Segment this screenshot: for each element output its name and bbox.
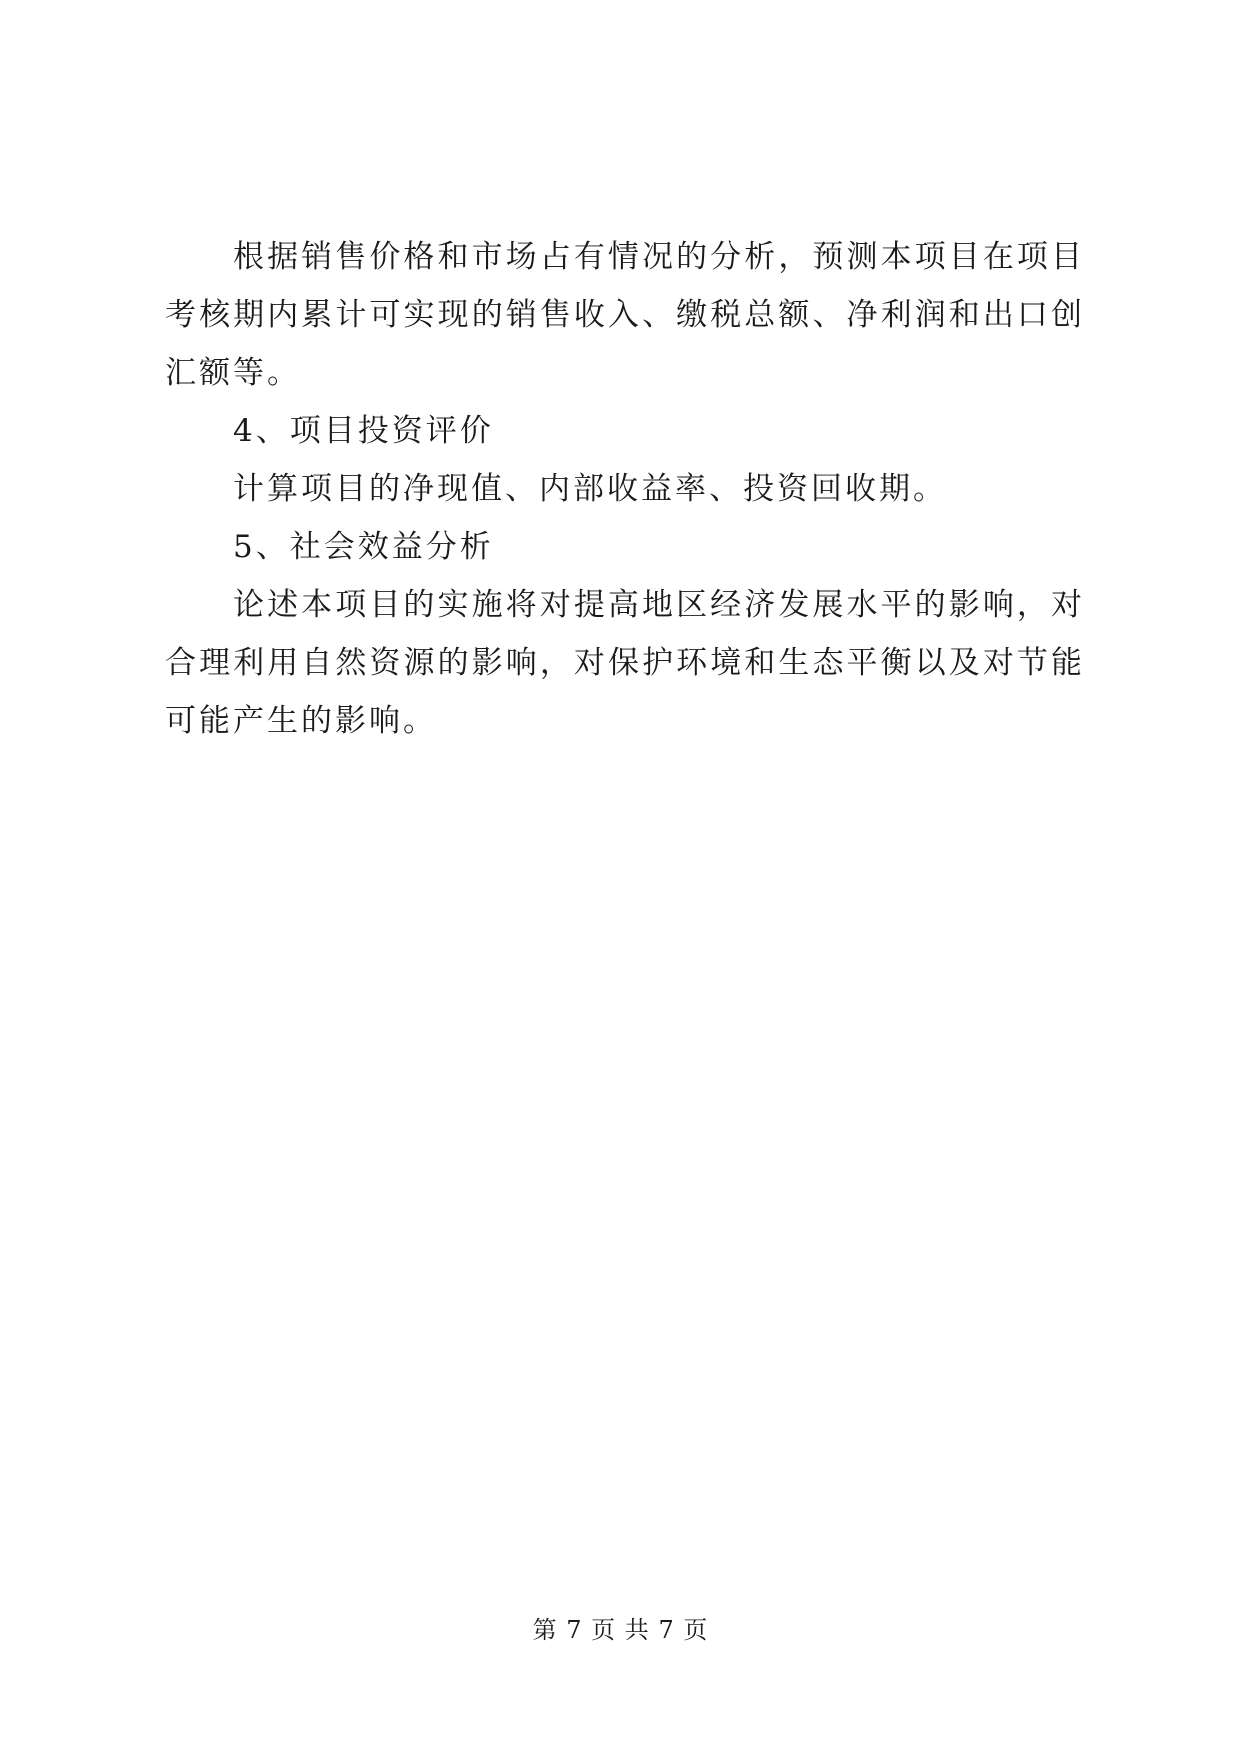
paragraph-social-impact: 论述本项目的实施将对提高地区经济发展水平的影响，对合理利用自然资源的影响，对保护环境和生态平衡以及对节能可能产生的影响。 [165,587,1085,739]
document-body [165,228,1085,750]
paragraph-sales-forecast: 根据销售价格和市场占有情况的分析，预测本项目在项目考核期内累计可实现的销售收入、缴税总额、净利润和出口创汇额等。 [165,239,1085,391]
paragraph-investment-calc: 计算项目的净现值、内部收益率、投资回收期。 [233,471,947,507]
page-footer: 第 7 页 共 7 页 [532,1616,709,1644]
section-heading-investment-evaluation: 4、项目投资评价 [233,413,494,449]
section-heading-social-benefit: 5、社会效益分析 [233,529,494,565]
